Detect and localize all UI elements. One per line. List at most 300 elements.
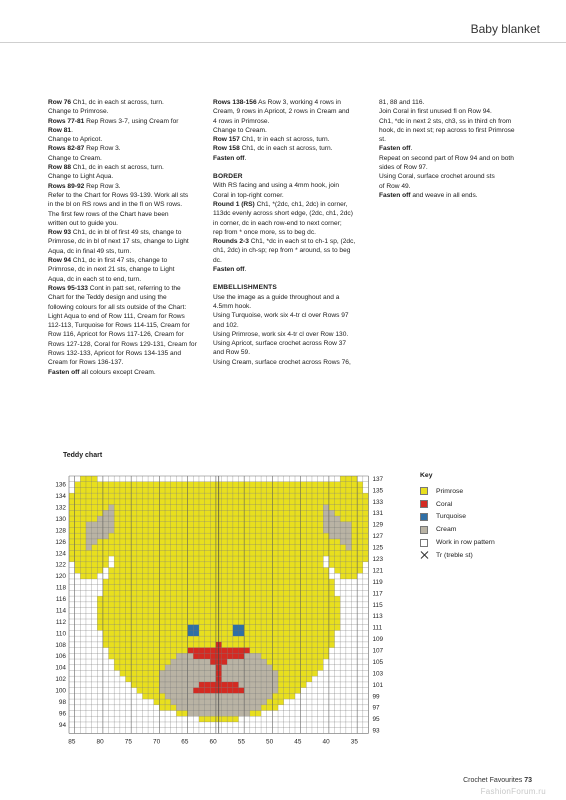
chart-cell <box>86 539 92 545</box>
chart-cell <box>329 510 335 516</box>
chart-cell <box>306 625 312 631</box>
chart-cell <box>188 573 194 579</box>
chart-cell <box>182 510 188 516</box>
chart-cell <box>278 613 284 619</box>
chart-cell <box>210 562 216 568</box>
chart-cell <box>357 499 363 505</box>
chart-cell <box>126 665 132 671</box>
chart-cell <box>289 602 295 608</box>
chart-cell <box>120 665 126 671</box>
row-label-right: 129 <box>372 521 384 529</box>
chart-cell <box>250 505 256 511</box>
chart-cell <box>233 556 239 562</box>
chart-cell <box>103 608 109 614</box>
chart-cell <box>363 510 369 516</box>
chart-cell <box>346 573 352 579</box>
chart-cell <box>233 487 239 493</box>
chart-cell <box>289 625 295 631</box>
chart-cell <box>284 482 290 488</box>
chart-cell <box>109 602 115 608</box>
chart-cell <box>176 493 182 499</box>
chart-cell <box>244 699 250 705</box>
chart-cell <box>272 482 278 488</box>
chart-cell <box>159 619 165 625</box>
chart-cell <box>244 522 250 528</box>
chart-cell <box>182 699 188 705</box>
chart-cell <box>295 625 301 631</box>
chart-cell <box>171 705 177 711</box>
chart-cell <box>159 510 165 516</box>
chart-cell <box>92 493 98 499</box>
chart-cell <box>199 613 205 619</box>
chart-cell <box>306 642 312 648</box>
chart-cell <box>261 482 267 488</box>
chart-cell <box>329 602 335 608</box>
chart-cell <box>137 625 143 631</box>
chart-cell <box>92 516 98 522</box>
chart-cell <box>154 573 160 579</box>
chart-cell <box>284 619 290 625</box>
chart-cell <box>97 539 103 545</box>
chart-cell <box>103 482 109 488</box>
chart-cell <box>227 636 233 642</box>
chart-cell <box>193 625 199 631</box>
chart-cell <box>312 568 318 574</box>
chart-cell <box>250 516 256 522</box>
chart-cell <box>289 653 295 659</box>
chart-cell <box>199 602 205 608</box>
pattern-line-text: 112-113, Turquoise for Rows 114-115, Cream for <box>48 322 190 330</box>
chart-cell <box>255 568 261 574</box>
chart-cell <box>255 693 261 699</box>
chart-cell <box>295 550 301 556</box>
chart-cell <box>244 579 250 585</box>
row-label-left: 102 <box>55 676 66 684</box>
chart-cell <box>222 613 228 619</box>
chart-cell <box>154 539 160 545</box>
chart-cell <box>148 619 154 625</box>
chart-cell <box>176 516 182 522</box>
chart-cell <box>188 608 194 614</box>
chart-cell <box>363 516 369 522</box>
chart-cell <box>103 636 109 642</box>
chart-cell <box>329 625 335 631</box>
chart-cell <box>227 596 233 602</box>
chart-cell <box>295 499 301 505</box>
chart-cell <box>295 482 301 488</box>
chart-cell <box>233 562 239 568</box>
chart-cell <box>171 693 177 699</box>
chart-cell <box>142 516 148 522</box>
chart-cell <box>312 527 318 533</box>
chart-cell <box>306 659 312 665</box>
chart-cell <box>278 493 284 499</box>
chart-cell <box>295 665 301 671</box>
chart-cell <box>114 510 120 516</box>
chart-cell <box>250 556 256 562</box>
chart-cell <box>109 648 115 654</box>
chart-cell <box>278 487 284 493</box>
chart-cell <box>142 682 148 688</box>
chart-cell <box>244 550 250 556</box>
chart-cell <box>301 653 307 659</box>
chart-cell <box>199 608 205 614</box>
chart-cell <box>261 505 267 511</box>
chart-cell <box>159 682 165 688</box>
chart-cell <box>199 716 205 722</box>
chart-cell <box>165 556 171 562</box>
chart-cell <box>109 499 115 505</box>
chart-cell <box>182 516 188 522</box>
chart-cell <box>182 613 188 619</box>
chart-cell <box>126 676 132 682</box>
chart-cell <box>154 533 160 539</box>
color-swatch <box>420 526 428 534</box>
chart-cell <box>352 522 358 528</box>
chart-cell <box>318 653 324 659</box>
chart-cell <box>352 550 358 556</box>
chart-cell <box>222 516 228 522</box>
chart-cell <box>267 670 273 676</box>
pattern-line-label: Rows 77-81 <box>48 117 85 125</box>
chart-cell <box>114 487 120 493</box>
pattern-line-text: Refer to the Chart for Rows 93-139. Work all sts <box>48 191 189 199</box>
chart-cell <box>352 493 358 499</box>
row-label-left: 98 <box>58 699 66 706</box>
chart-cell <box>142 596 148 602</box>
chart-cell <box>267 653 273 659</box>
chart-cell <box>193 590 199 596</box>
chart-cell <box>114 619 120 625</box>
chart-cell <box>289 482 295 488</box>
chart-cell <box>165 573 171 579</box>
chart-cell <box>239 636 245 642</box>
chart-cell <box>239 487 245 493</box>
chart-cell <box>114 590 120 596</box>
chart-cell <box>131 579 137 585</box>
chart-cell <box>289 613 295 619</box>
chart-cell <box>289 516 295 522</box>
chart-cell <box>188 699 194 705</box>
chart-cell <box>318 613 324 619</box>
chart-cell <box>272 579 278 585</box>
chart-cell <box>357 550 363 556</box>
chart-cell <box>86 522 92 528</box>
chart-cell <box>239 556 245 562</box>
chart-cell <box>69 545 75 551</box>
chart-cell <box>193 642 199 648</box>
chart-cell <box>272 505 278 511</box>
chart-cell <box>142 648 148 654</box>
chart-cell <box>182 636 188 642</box>
chart-cell <box>301 487 307 493</box>
chart-cell <box>295 487 301 493</box>
chart-cell <box>261 693 267 699</box>
chart-cell <box>75 482 81 488</box>
chart-cell <box>114 596 120 602</box>
chart-cell <box>239 653 245 659</box>
pattern-line-text: Rows 127-128, Coral for Rows 129-131, Cream for <box>48 340 197 348</box>
chart-cell <box>210 568 216 574</box>
chart-cell <box>340 533 346 539</box>
chart-cell <box>233 648 239 654</box>
chart-cell <box>199 556 205 562</box>
chart-cell <box>261 659 267 665</box>
pattern-line-text: Aqua, dc in each st to end, turn. <box>48 275 142 283</box>
cross-icon <box>420 551 428 559</box>
chart-cell <box>284 653 290 659</box>
chart-cell <box>137 487 143 493</box>
chart-cell <box>159 653 165 659</box>
chart-cell <box>154 590 160 596</box>
chart-cell <box>346 482 352 488</box>
chart-cell <box>261 573 267 579</box>
chart-cell <box>227 653 233 659</box>
chart-cell <box>250 545 256 551</box>
chart-cell <box>318 665 324 671</box>
chart-cell <box>137 648 143 654</box>
chart-cell <box>210 711 216 717</box>
chart-cell <box>176 522 182 528</box>
chart-cell <box>182 670 188 676</box>
chart-cell <box>131 613 137 619</box>
chart-cell <box>159 550 165 556</box>
section-heading: BORDER <box>213 173 243 181</box>
key-item <box>420 498 495 511</box>
chart-cell <box>92 550 98 556</box>
chart-cell <box>159 545 165 551</box>
chart-cell <box>289 619 295 625</box>
chart-cell <box>340 493 346 499</box>
chart-cell <box>148 676 154 682</box>
chart-cell <box>272 493 278 499</box>
chart-cell <box>182 642 188 648</box>
chart-cell <box>329 613 335 619</box>
chart-cell <box>289 665 295 671</box>
chart-cell <box>261 527 267 533</box>
chart-cell <box>199 619 205 625</box>
chart-cell <box>148 625 154 631</box>
chart-cell <box>142 493 148 499</box>
chart-cell <box>193 585 199 591</box>
chart-cell <box>239 539 245 545</box>
row-label-right: 95 <box>372 716 380 724</box>
key-item <box>420 536 495 549</box>
chart-cell <box>182 493 188 499</box>
chart-cell <box>272 682 278 688</box>
chart-cell <box>103 619 109 625</box>
chart-cell <box>261 562 267 568</box>
chart-cell <box>272 665 278 671</box>
chart-cell <box>244 527 250 533</box>
chart-cell <box>255 505 261 511</box>
chart-cell <box>199 676 205 682</box>
chart-cell <box>171 522 177 528</box>
chart-cell <box>284 596 290 602</box>
chart-cell <box>109 573 115 579</box>
chart-cell <box>199 670 205 676</box>
chart-cell <box>80 487 86 493</box>
chart-cell <box>306 619 312 625</box>
chart-cell <box>165 648 171 654</box>
chart-cell <box>323 487 329 493</box>
pattern-line-text: and Row 59. <box>213 349 251 357</box>
chart-cell <box>131 522 137 528</box>
chart-cell <box>193 550 199 556</box>
chart-cell <box>239 693 245 699</box>
chart-cell <box>335 608 341 614</box>
chart-cell <box>210 688 216 694</box>
chart-cell <box>148 682 154 688</box>
chart-cell <box>222 711 228 717</box>
chart-cell <box>193 653 199 659</box>
chart-cell <box>284 539 290 545</box>
chart-cell <box>239 699 245 705</box>
chart-cell <box>142 602 148 608</box>
chart-cell <box>109 590 115 596</box>
chart-cell <box>199 625 205 631</box>
chart-cell <box>171 516 177 522</box>
row-label-left: 112 <box>55 618 66 626</box>
chart-cell <box>278 568 284 574</box>
chart-cell <box>80 482 86 488</box>
chart-cell <box>267 665 273 671</box>
chart-cell <box>142 482 148 488</box>
chart-cell <box>267 676 273 682</box>
chart-cell <box>318 556 324 562</box>
chart-cell <box>306 545 312 551</box>
chart-cell <box>233 590 239 596</box>
chart-cell <box>318 527 324 533</box>
chart-cell <box>346 476 352 482</box>
pattern-line-text: Rep Row 3. <box>84 182 121 190</box>
chart-cell <box>255 648 261 654</box>
chart-cell <box>80 573 86 579</box>
chart-cell <box>278 682 284 688</box>
chart-cell <box>335 619 341 625</box>
chart-cell <box>97 608 103 614</box>
pattern-line-text: and 102. <box>213 321 239 329</box>
chart-cell <box>295 653 301 659</box>
chart-cell <box>284 670 290 676</box>
chart-cell <box>301 510 307 516</box>
chart-cell <box>205 510 211 516</box>
chart-cell <box>188 545 194 551</box>
chart-cell <box>97 625 103 631</box>
chart-cell <box>255 682 261 688</box>
chart-title: Teddy chart <box>63 452 103 459</box>
chart-cell <box>306 482 312 488</box>
chart-cell <box>267 510 273 516</box>
chart-cell <box>131 676 137 682</box>
chart-cell <box>352 539 358 545</box>
chart-cell <box>97 482 103 488</box>
row-label-right: 103 <box>372 670 384 678</box>
chart-cell <box>80 533 86 539</box>
color-swatch <box>420 500 428 508</box>
pattern-line-label: Fasten off <box>379 145 411 153</box>
chart-cell <box>142 608 148 614</box>
pattern-line-label: Rows 95-133 <box>48 284 88 292</box>
chart-cell <box>222 550 228 556</box>
chart-cell <box>109 533 115 539</box>
chart-cell <box>159 699 165 705</box>
chart-cell <box>306 579 312 585</box>
chart-cell <box>154 636 160 642</box>
chart-cell <box>335 482 341 488</box>
chart-cell <box>318 516 324 522</box>
chart-cell <box>272 625 278 631</box>
chart-cell <box>103 510 109 516</box>
magazine-name: Crochet Favourites <box>463 777 523 784</box>
chart-cell <box>142 550 148 556</box>
chart-cell <box>233 711 239 717</box>
chart-cell <box>363 556 369 562</box>
chart-cell <box>284 608 290 614</box>
chart-cell <box>318 648 324 654</box>
chart-cell <box>244 608 250 614</box>
chart-cell <box>227 602 233 608</box>
chart-cell <box>148 510 154 516</box>
chart-cell <box>210 705 216 711</box>
chart-cell <box>272 619 278 625</box>
chart-cell <box>284 562 290 568</box>
chart-cell <box>329 562 335 568</box>
chart-cell <box>289 539 295 545</box>
chart-cell <box>97 550 103 556</box>
chart-cell <box>176 487 182 493</box>
chart-cell <box>210 699 216 705</box>
chart-cell <box>120 630 126 636</box>
chart-cell <box>142 613 148 619</box>
chart-cell <box>114 608 120 614</box>
chart-cell <box>312 550 318 556</box>
chart-cell <box>289 499 295 505</box>
chart-cell <box>352 510 358 516</box>
chart-cell <box>255 665 261 671</box>
chart-cell <box>222 665 228 671</box>
chart-cell <box>272 636 278 642</box>
chart-cell <box>261 613 267 619</box>
chart-cell <box>142 499 148 505</box>
chart-cell <box>193 533 199 539</box>
chart-cell <box>255 522 261 528</box>
chart-cell <box>295 527 301 533</box>
chart-cell <box>199 596 205 602</box>
chart-cell <box>131 659 137 665</box>
chart-cell <box>295 619 301 625</box>
chart-cell <box>233 625 239 631</box>
chart-cell <box>92 556 98 562</box>
chart-cell <box>165 665 171 671</box>
chart-cell <box>86 487 92 493</box>
row-label-right: 137 <box>372 475 384 483</box>
chart-cell <box>114 602 120 608</box>
chart-cell <box>244 505 250 511</box>
chart-cell <box>103 545 109 551</box>
chart-cell <box>159 527 165 533</box>
row-label-right: 105 <box>372 658 384 666</box>
chart-cell <box>227 648 233 654</box>
pattern-line-text: Ch1, dc in each st across, turn. <box>71 164 164 172</box>
chart-cell <box>272 608 278 614</box>
chart-cell <box>301 630 307 636</box>
chart-cell <box>301 665 307 671</box>
chart-cell <box>148 573 154 579</box>
chart-cell <box>137 670 143 676</box>
chart-cell <box>188 596 194 602</box>
chart-cell <box>205 505 211 511</box>
